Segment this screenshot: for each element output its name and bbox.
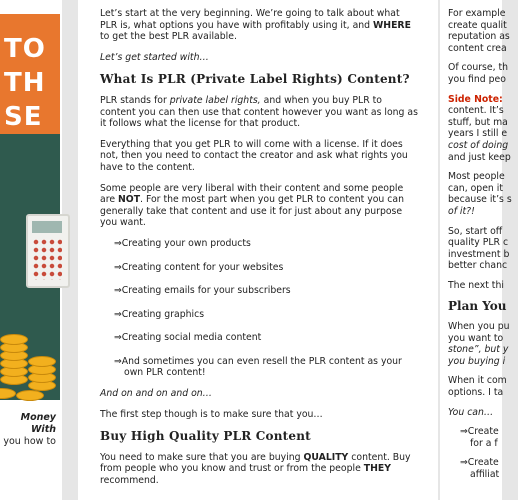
intro-end: to get the best PLR available. bbox=[100, 31, 237, 43]
right-line: you want to bbox=[448, 332, 504, 344]
p6-text-b: content. Buy from people who you know and trust or from the people bbox=[100, 451, 411, 475]
right-line: When you pu bbox=[448, 321, 510, 333]
coin-stack-illustration bbox=[0, 314, 60, 404]
p1-emphasis: private label rights, bbox=[169, 94, 261, 106]
right-line: cost of doing bbox=[448, 139, 509, 151]
plr-uses-list bbox=[100, 238, 418, 379]
right-line: can, open it bbox=[448, 182, 503, 194]
right-page bbox=[440, 0, 512, 500]
p3-bold: NOT bbox=[118, 194, 141, 206]
right-paragraph-7 bbox=[448, 321, 518, 367]
caption-line-2: you how to bbox=[3, 436, 56, 447]
right-line: years I still e bbox=[448, 128, 508, 140]
right-line: stone”, but y bbox=[448, 344, 509, 356]
right-line: better chanc bbox=[448, 260, 508, 272]
p6-text-a: You need to make sure that you are buying bbox=[100, 451, 301, 463]
list-item: ⇒Creating graphics bbox=[114, 308, 205, 320]
right-line: content crea bbox=[448, 42, 507, 54]
right-paragraph-9: You can… bbox=[448, 406, 494, 418]
p1-text-a: PLR stands for bbox=[100, 94, 167, 106]
book-cover-image bbox=[0, 14, 60, 400]
right-line: Of course, th bbox=[448, 62, 509, 74]
right-line: For example bbox=[448, 8, 506, 19]
p3-text-b: . For the most part when you get PLR to content you can generally take that content and use it for just about any purpose you want. bbox=[100, 194, 404, 229]
cover-caption bbox=[0, 412, 56, 448]
right-line: of it?! bbox=[448, 205, 475, 217]
middle-page-text bbox=[100, 8, 418, 496]
paragraph-plr-definition bbox=[100, 95, 418, 130]
left-page bbox=[0, 0, 62, 500]
heading-buy-quality: Buy High Quality PLR Content bbox=[100, 429, 311, 444]
caption-line-1: Money With bbox=[20, 412, 56, 435]
right-line: you buying i bbox=[448, 355, 506, 367]
paragraph-buy-quality bbox=[100, 452, 418, 487]
right-line: content. It’s bbox=[448, 105, 504, 117]
intro-bold: WHERE bbox=[373, 19, 411, 31]
right-list-item-2 bbox=[448, 457, 518, 480]
right-paragraph-4 bbox=[448, 171, 518, 217]
right-paragraph-6: The next thi bbox=[448, 279, 504, 291]
p1-text-b: and when you buy PLR to content you can then use that content however you want as long as it follows what the license for that product. bbox=[100, 94, 418, 130]
right-line: create qualit bbox=[448, 19, 507, 31]
list-item: ⇒Creating social media content bbox=[114, 332, 262, 344]
heading-what-is-plr: What Is PLR (Private Label Rights) Content? bbox=[100, 72, 410, 87]
right-line: and just keep bbox=[448, 151, 511, 163]
right-paragraph-1 bbox=[448, 8, 518, 54]
p6-bold-quality: QUALITY bbox=[303, 451, 349, 463]
right-paragraph-8 bbox=[448, 375, 518, 398]
paragraph-on-and-on: And on and on and on… bbox=[100, 388, 212, 400]
intro-lead-in: Let’s get started with… bbox=[100, 51, 209, 63]
paragraph-first-step: The first step though is to make sure that you… bbox=[100, 408, 323, 420]
right-page-text bbox=[448, 8, 518, 489]
right-line: ⇒Create bbox=[460, 426, 499, 438]
heading-plan: Plan You bbox=[448, 299, 507, 314]
list-item: ⇒Creating emails for your subscribers bbox=[114, 285, 291, 297]
intro-paragraph bbox=[100, 8, 418, 43]
right-line: because it’s s bbox=[448, 194, 512, 206]
right-line: So, start off bbox=[448, 225, 503, 237]
paragraph-license: Everything that you get PLR to will come with a license. If it does not, then you need to contact the creator and ask what rights you have to the content. bbox=[100, 138, 408, 173]
right-line: stuff, but ma bbox=[448, 116, 508, 128]
right-paragraph-2 bbox=[448, 62, 518, 85]
side-note bbox=[448, 94, 518, 164]
right-line: ⇒Create bbox=[460, 457, 499, 469]
list-item: ⇒Creating content for your websites bbox=[114, 261, 284, 273]
p6-bold-they: THEY bbox=[363, 463, 391, 475]
p3-text-a: Some people are very liberal with their content and some people are bbox=[100, 182, 404, 206]
cover-title-line-1: TO bbox=[4, 34, 46, 64]
cover-title-line-2: TH bbox=[4, 68, 46, 98]
right-list-item-1 bbox=[448, 426, 518, 449]
right-line: affiliat bbox=[470, 469, 500, 480]
paragraph-liberal bbox=[100, 183, 418, 229]
right-line: options. I ta bbox=[448, 387, 504, 399]
list-item: ⇒And sometimes you can even resell the PLR content as your own PLR content! bbox=[114, 355, 402, 379]
right-line: for a f bbox=[470, 437, 498, 449]
side-note-label: Side Note: bbox=[448, 93, 503, 105]
right-line: Most people bbox=[448, 171, 505, 183]
right-line: you find peo bbox=[448, 73, 506, 85]
right-line: reputation as bbox=[448, 31, 510, 43]
cover-title-line-3: SE bbox=[4, 102, 43, 132]
right-paragraph-5 bbox=[448, 226, 518, 272]
calculator-illustration bbox=[26, 214, 70, 288]
right-line: investment b bbox=[448, 248, 510, 260]
p6-text-c: recommend. bbox=[100, 475, 159, 487]
right-line: quality PLR c bbox=[448, 237, 509, 249]
intro-text: Let’s start at the very beginning. We’re going to talk about what PLR is, what options you have with profitably using it, and bbox=[100, 8, 400, 31]
middle-page bbox=[78, 0, 438, 500]
list-item: ⇒Creating your own products bbox=[114, 237, 251, 249]
right-line: When it com bbox=[448, 375, 507, 387]
